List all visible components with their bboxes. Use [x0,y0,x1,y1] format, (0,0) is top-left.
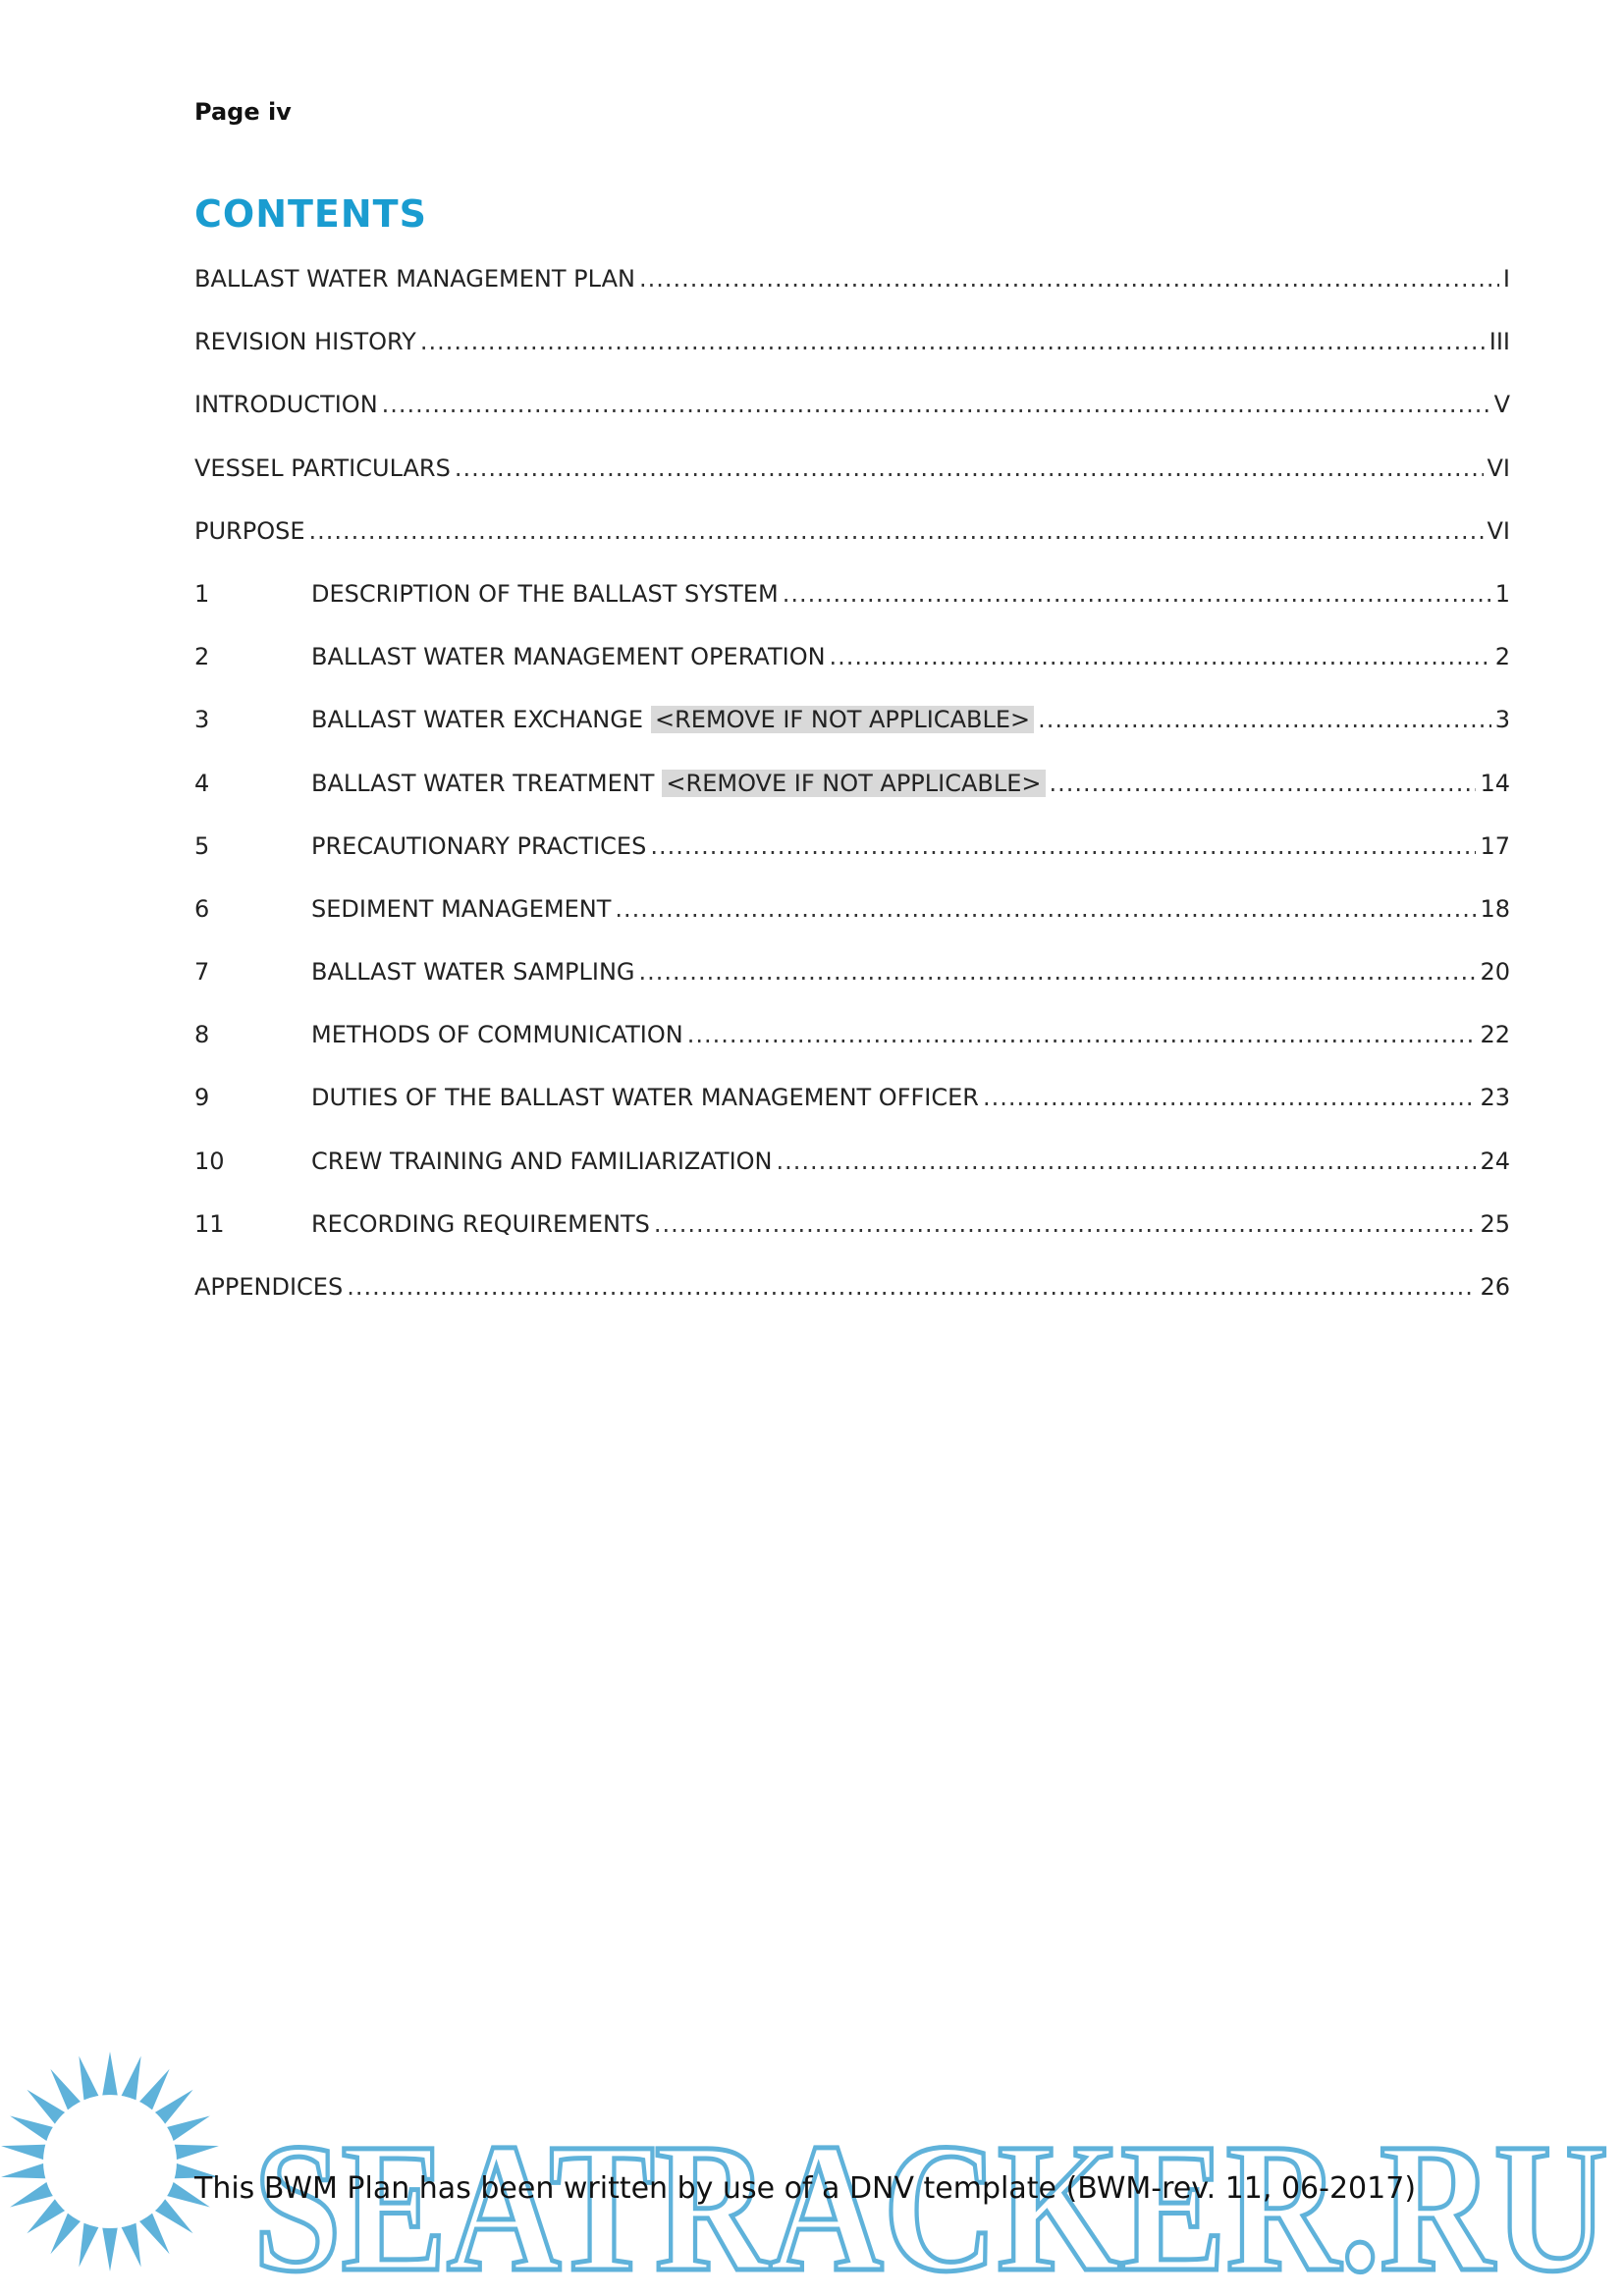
toc-number: 3 [194,706,210,734]
page-label: Page iv [194,98,292,126]
dot-leader [1050,770,1477,797]
toc-number: 9 [194,1084,210,1112]
toc-page-number: 14 [1480,769,1510,797]
toc-row[interactable] [194,454,1510,517]
toc-page-number: 18 [1480,894,1510,923]
toc-row[interactable] [194,265,1510,328]
dot-leader [420,328,1486,355]
toc-title: RECORDING REQUIREMENTS [311,1209,650,1238]
toc-page-number: 3 [1494,706,1510,734]
toc-row[interactable] [194,391,1510,454]
toc-placeholder-tag: <REMOVE IF NOT APPLICABLE> [651,706,1034,733]
toc-row[interactable] [194,643,1510,706]
dot-leader [654,1210,1477,1238]
toc-page-number: VI [1487,516,1510,545]
dot-leader [639,958,1477,986]
table-of-contents [194,265,1510,1336]
dot-leader [830,643,1491,670]
toc-page-number: 24 [1480,1147,1510,1175]
toc-number: 11 [194,1209,225,1238]
toc-number: 7 [194,958,210,987]
toc-row[interactable] [194,1210,1510,1273]
toc-page-number: I [1502,265,1510,293]
toc-row[interactable] [194,832,1510,895]
toc-page-number: 2 [1494,643,1510,671]
toc-title: BALLAST WATER SAMPLING [311,958,635,987]
toc-page-number: 23 [1480,1084,1510,1112]
toc-number: 6 [194,894,210,923]
toc-row[interactable] [194,958,1510,1021]
dot-leader [382,391,1490,418]
toc-page-number: 20 [1480,958,1510,987]
dot-leader [347,1273,1476,1301]
footer-text: This BWM Plan has been written by use of a DNV template (BWM-rev. 11, 06-2017) [194,2171,1417,2206]
toc-page-number: III [1489,328,1510,356]
dot-leader [615,895,1476,923]
toc-row[interactable] [194,895,1510,958]
toc-title: BALLAST WATER MANAGEMENT PLAN [194,265,635,293]
toc-page-number: 26 [1480,1273,1510,1301]
toc-title: APPENDICES [194,1273,344,1301]
toc-title: BALLAST WATER TREATMENT [311,769,655,797]
dot-leader [455,454,1484,482]
toc-page-number: 25 [1480,1209,1510,1238]
toc-title: CREW TRAINING AND FAMILIARIZATION [311,1147,773,1175]
toc-row[interactable] [194,1273,1510,1336]
dot-leader [639,265,1499,293]
dot-leader [777,1148,1477,1175]
toc-title: DESCRIPTION OF THE BALLAST SYSTEM [311,579,779,608]
toc-row[interactable] [194,1084,1510,1147]
toc-row[interactable] [194,706,1510,769]
toc-number: 1 [194,579,210,608]
toc-page-number: 1 [1494,579,1510,608]
dot-leader [308,517,1483,545]
toc-row[interactable] [194,328,1510,391]
toc-number: 8 [194,1021,210,1049]
toc-page-number: VI [1487,454,1510,482]
dot-leader [783,580,1491,608]
toc-row[interactable] [194,580,1510,643]
toc-title: PURPOSE [194,516,305,545]
toc-title: PRECAUTIONARY PRACTICES [311,831,647,860]
toc-title: SEDIMENT MANAGEMENT [311,894,612,923]
toc-title: INTRODUCTION [194,391,378,419]
toc-row[interactable] [194,770,1510,832]
dot-leader [650,832,1476,860]
toc-page-number: V [1493,391,1510,419]
toc-row[interactable] [194,1148,1510,1210]
toc-page-number: 22 [1480,1021,1510,1049]
toc-number: 5 [194,831,210,860]
toc-placeholder-tag: <REMOVE IF NOT APPLICABLE> [662,770,1045,797]
toc-page-number: 17 [1480,831,1510,860]
toc-title: METHODS OF COMMUNICATION [311,1021,683,1049]
toc-row[interactable] [194,517,1510,580]
dot-leader [1038,706,1491,733]
watermark-text: SEATRACKER.RU [253,2105,1608,2296]
toc-title: REVISION HISTORY [194,328,416,356]
toc-title: BALLAST WATER EXCHANGE [311,706,644,734]
dot-leader [687,1021,1477,1048]
toc-title: DUTIES OF THE BALLAST WATER MANAGEMENT OFFICER [311,1084,979,1112]
toc-row[interactable] [194,1021,1510,1084]
contents-title: CONTENTS [194,192,427,236]
toc-number: 2 [194,643,210,671]
toc-title: BALLAST WATER MANAGEMENT OPERATION [311,643,826,671]
toc-title: VESSEL PARTICULARS [194,454,451,482]
toc-number: 4 [194,769,210,797]
dot-leader [983,1084,1476,1111]
toc-number: 10 [194,1147,225,1175]
